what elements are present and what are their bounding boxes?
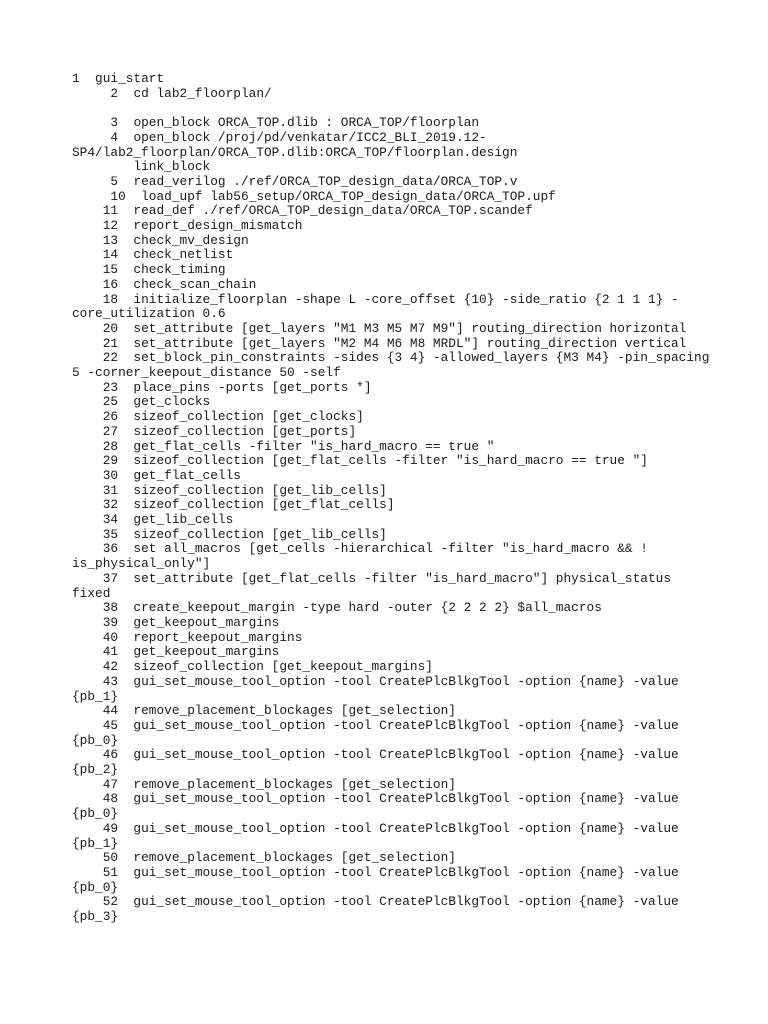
history-line: 22 set_block_pin_constraints -sides {3 4} -allowed_layers {M3 M4} -pin_spacing 5 -corner_keepout_distance 50 -self	[72, 350, 718, 381]
history-line: 3 open_block ORCA_TOP.dlib : ORCA_TOP/floorplan	[72, 115, 480, 131]
history-line: 10 load_upf lab56_setup/ORCA_TOP_design_data/ORCA_TOP.upf	[72, 188, 556, 204]
history-line: 46 gui_set_mouse_tool_option -tool CreatePlcBlkgTool -option {name} -value {pb_2}	[72, 747, 687, 778]
history-line: 23 place_pins -ports [get_ports *]	[72, 379, 372, 395]
history-line: 14 check_netlist	[72, 247, 234, 263]
history-line: 20 set_attribute [get_layers "M1 M3 M5 M7 M9"] routing_direction horizontal	[72, 320, 687, 336]
history-line: 34 get_lib_cells	[72, 512, 234, 528]
history-line: 30 get_flat_cells	[72, 467, 241, 483]
history-line: 49 gui_set_mouse_tool_option -tool CreatePlcBlkgTool -option {name} -value {pb_1}	[72, 820, 687, 851]
history-line: 13 check_mv_design	[72, 232, 249, 248]
history-line: 12 report_design_mismatch	[72, 218, 303, 234]
history-line: 28 get_flat_cells -filter "is_hard_macro == true "	[72, 438, 495, 454]
history-line: 26 sizeof_collection [get_clocks]	[72, 409, 364, 425]
history-line: 50 remove_placement_blockages [get_selection]	[72, 850, 456, 866]
history-line: 45 gui_set_mouse_tool_option -tool CreatePlcBlkgTool -option {name} -value {pb_0}	[72, 717, 687, 748]
history-line: 40 report_keepout_margins	[72, 629, 303, 645]
history-line: 31 sizeof_collection [get_lib_cells]	[72, 482, 387, 498]
history-line: 44 remove_placement_blockages [get_selection]	[72, 703, 456, 719]
history-line: 51 gui_set_mouse_tool_option -tool CreatePlcBlkgTool -option {name} -value {pb_0}	[72, 864, 687, 895]
history-line: 29 sizeof_collection [get_flat_cells -filter "is_hard_macro == true "]	[72, 453, 648, 469]
history-line: 35 sizeof_collection [get_lib_cells]	[72, 526, 387, 542]
history-line: 18 initialize_floorplan -shape L -core_offset {10} -side_ratio {2 1 1 1} -core_utilization 0.6	[72, 291, 679, 322]
history-line: 36 set all_macros [get_cells -hierarchical -filter "is_hard_macro && ! is_physical_only"]	[72, 541, 656, 572]
history-line: 43 gui_set_mouse_tool_option -tool CreatePlcBlkgTool -option {name} -value {pb_1}	[72, 673, 687, 704]
history-line: link_block	[72, 159, 211, 175]
history-line: 38 create_keepout_margin -type hard -outer {2 2 2 2} $all_macros	[72, 600, 602, 616]
history-line: 41 get_keepout_margins	[72, 644, 280, 660]
history-line: 39 get_keepout_margins	[72, 615, 280, 630]
history-line: 11 read_def ./ref/ORCA_TOP_design_data/ORCA_TOP.scandef	[72, 203, 533, 219]
history-line: 48 gui_set_mouse_tool_option -tool CreatePlcBlkgTool -option {name} -value {pb_0}	[72, 791, 687, 822]
history-line: 27 sizeof_collection [get_ports]	[72, 423, 357, 439]
command-history-document	[72, 71, 718, 925]
history-line: 32 sizeof_collection [get_flat_cells]	[72, 497, 395, 513]
history-line: 21 set_attribute [get_layers "M2 M4 M6 M8 MRDL"] routing_direction vertical	[72, 335, 687, 351]
history-line: 42 sizeof_collection [get_keepout_margins]	[72, 659, 433, 675]
history-line: 25 get_clocks	[72, 394, 211, 410]
history-line: 5 read_verilog ./ref/ORCA_TOP_design_data/ORCA_TOP.v	[72, 173, 518, 189]
history-line: 4 open_block /proj/pd/venkatar/ICC2_BLI_2019.12-SP4/lab2_floorplan/ORCA_TOP.dlib:ORCA_TOP/floorplan.design	[72, 129, 518, 160]
history-line: 2 cd lab2_floorplan/	[72, 85, 272, 101]
history-line: 37 set_attribute [get_flat_cells -filter "is_hard_macro"] physical_status fixed	[72, 570, 679, 601]
history-line: 47 remove_placement_blockages [get_selection]	[72, 776, 456, 792]
history-line: 15 check_timing	[72, 262, 226, 278]
history-line: 16 check_scan_chain	[72, 276, 257, 292]
blank-line	[72, 101, 712, 116]
history-line: 52 gui_set_mouse_tool_option -tool CreatePlcBlkgTool -option {name} -value {pb_3}	[72, 894, 687, 925]
history-line: 1 gui_start	[72, 71, 165, 86]
